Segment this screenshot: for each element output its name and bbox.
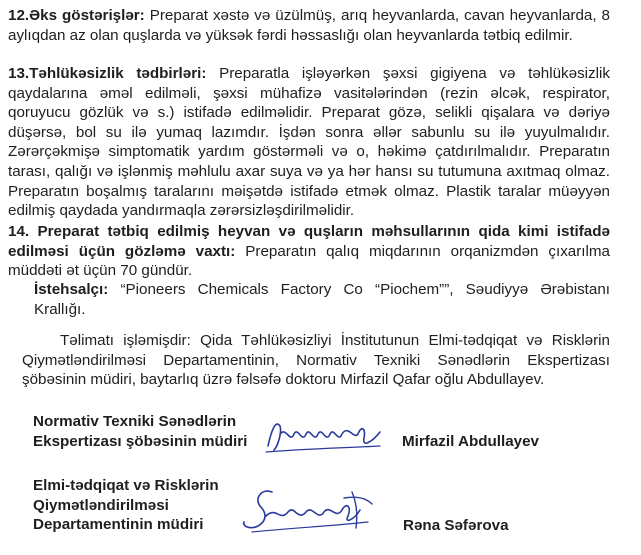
item-heading: Əks göstərişlər: — [29, 7, 145, 24]
item-heading: Təhlükəsizlik tədbirləri: — [29, 65, 207, 82]
item-text: Preparat xəstə və üzülmüş, arıq heyvanlarda, cavan heyvanlarda, 8 aylıqdan az olan quşlarda və yüksək fərdi həssaslığı olan heyvanlarda tətbiq edilmir. — [8, 7, 610, 44]
handwritten-signature-2 — [232, 482, 382, 542]
item-number: 14. — [8, 223, 30, 240]
item-text: Preparatla işləyərkən şəxsi gigiyena və təhlükəsizlik qaydalarına əməl edilməli, şəxsi mühafizə vasitələrindən (rezin əlcək, respirator, qoruyucu gözlük və s.) istifadə edilməlidir. Preparat gözə, selikli qişalara və dəriyə düşərsə, bol su ilə yumaq lazımdır. İşdən sonra əllər sabunlu su ilə yuyulmalıdır. Zərərçəkmişə simptomatik yardım göstərməli və o, həkimə çatdırılmalıdır. Preparatın tarası, qalığı və işlənmiş məhlulu axar suya və ya hər hansı su tutumuna axıtmaq olmaz. Preparatın boşalmış taralarını məişətdə istifadə etmək olmaz. Plastik taralar müəyyən edilmiş qaydada yandırmaqla zərərsizləşdirilməlidir. — [8, 65, 610, 220]
item-number: 13. — [8, 65, 30, 82]
manufacturer — [8, 280, 610, 319]
item-text: Preparatın qalıq miqdarının orqanizmdən çıxarılma müddəti ət üçün 70 gündür. — [8, 242, 610, 280]
manufacturer-heading: İstehsalçı: — [34, 281, 109, 298]
signature-title-1 — [33, 412, 273, 451]
signature-title-line: Qiymətləndirilməsi — [33, 496, 169, 514]
signature-title-line: Departamentinin müdiri — [33, 516, 204, 534]
manufacturer-text: “Pioneers Chemicals Factory Co “Piochem””, Səudiyyə Ərəbistanı Krallığı. — [34, 281, 610, 318]
handwritten-signature-1 — [262, 416, 392, 458]
item-heading: Preparat tətbiq edilmiş heyvan və quşların məhsullarının qida kimi istifadə edilməsi üçün gözləmə vaxtı: — [8, 223, 610, 260]
prepared-by-paragraph: Təlimatı işləmişdir: Qida Təhlükəsizliyi İnstitutunun Elmi-tədqiqat və Risklərin Qiymətləndirilməsi Departamentinin, Normativ Texniki Sənədlərin Ekspertizası şöbəsinin müdiri, baytarlıq üzrə fəlsəfə doktoru Mirfazil Qafar oğlu Abdullayev. — [22, 332, 610, 389]
item-12 — [8, 6, 610, 45]
signature-title-line: Ekspertizası şöbəsinin müdiri — [33, 432, 248, 450]
signature-title-line: Elmi-tədqiqat və Risklərin — [33, 477, 219, 494]
signature-name-2: Rəna Səfərova — [403, 517, 509, 534]
signature-name-1: Mirfazil Abdullayev — [402, 433, 539, 450]
item-number: 12. — [8, 7, 30, 24]
item-13 — [8, 64, 610, 221]
item-14 — [8, 222, 610, 281]
signature-title-line: Normativ Texniki Sənədlərin — [33, 413, 237, 430]
